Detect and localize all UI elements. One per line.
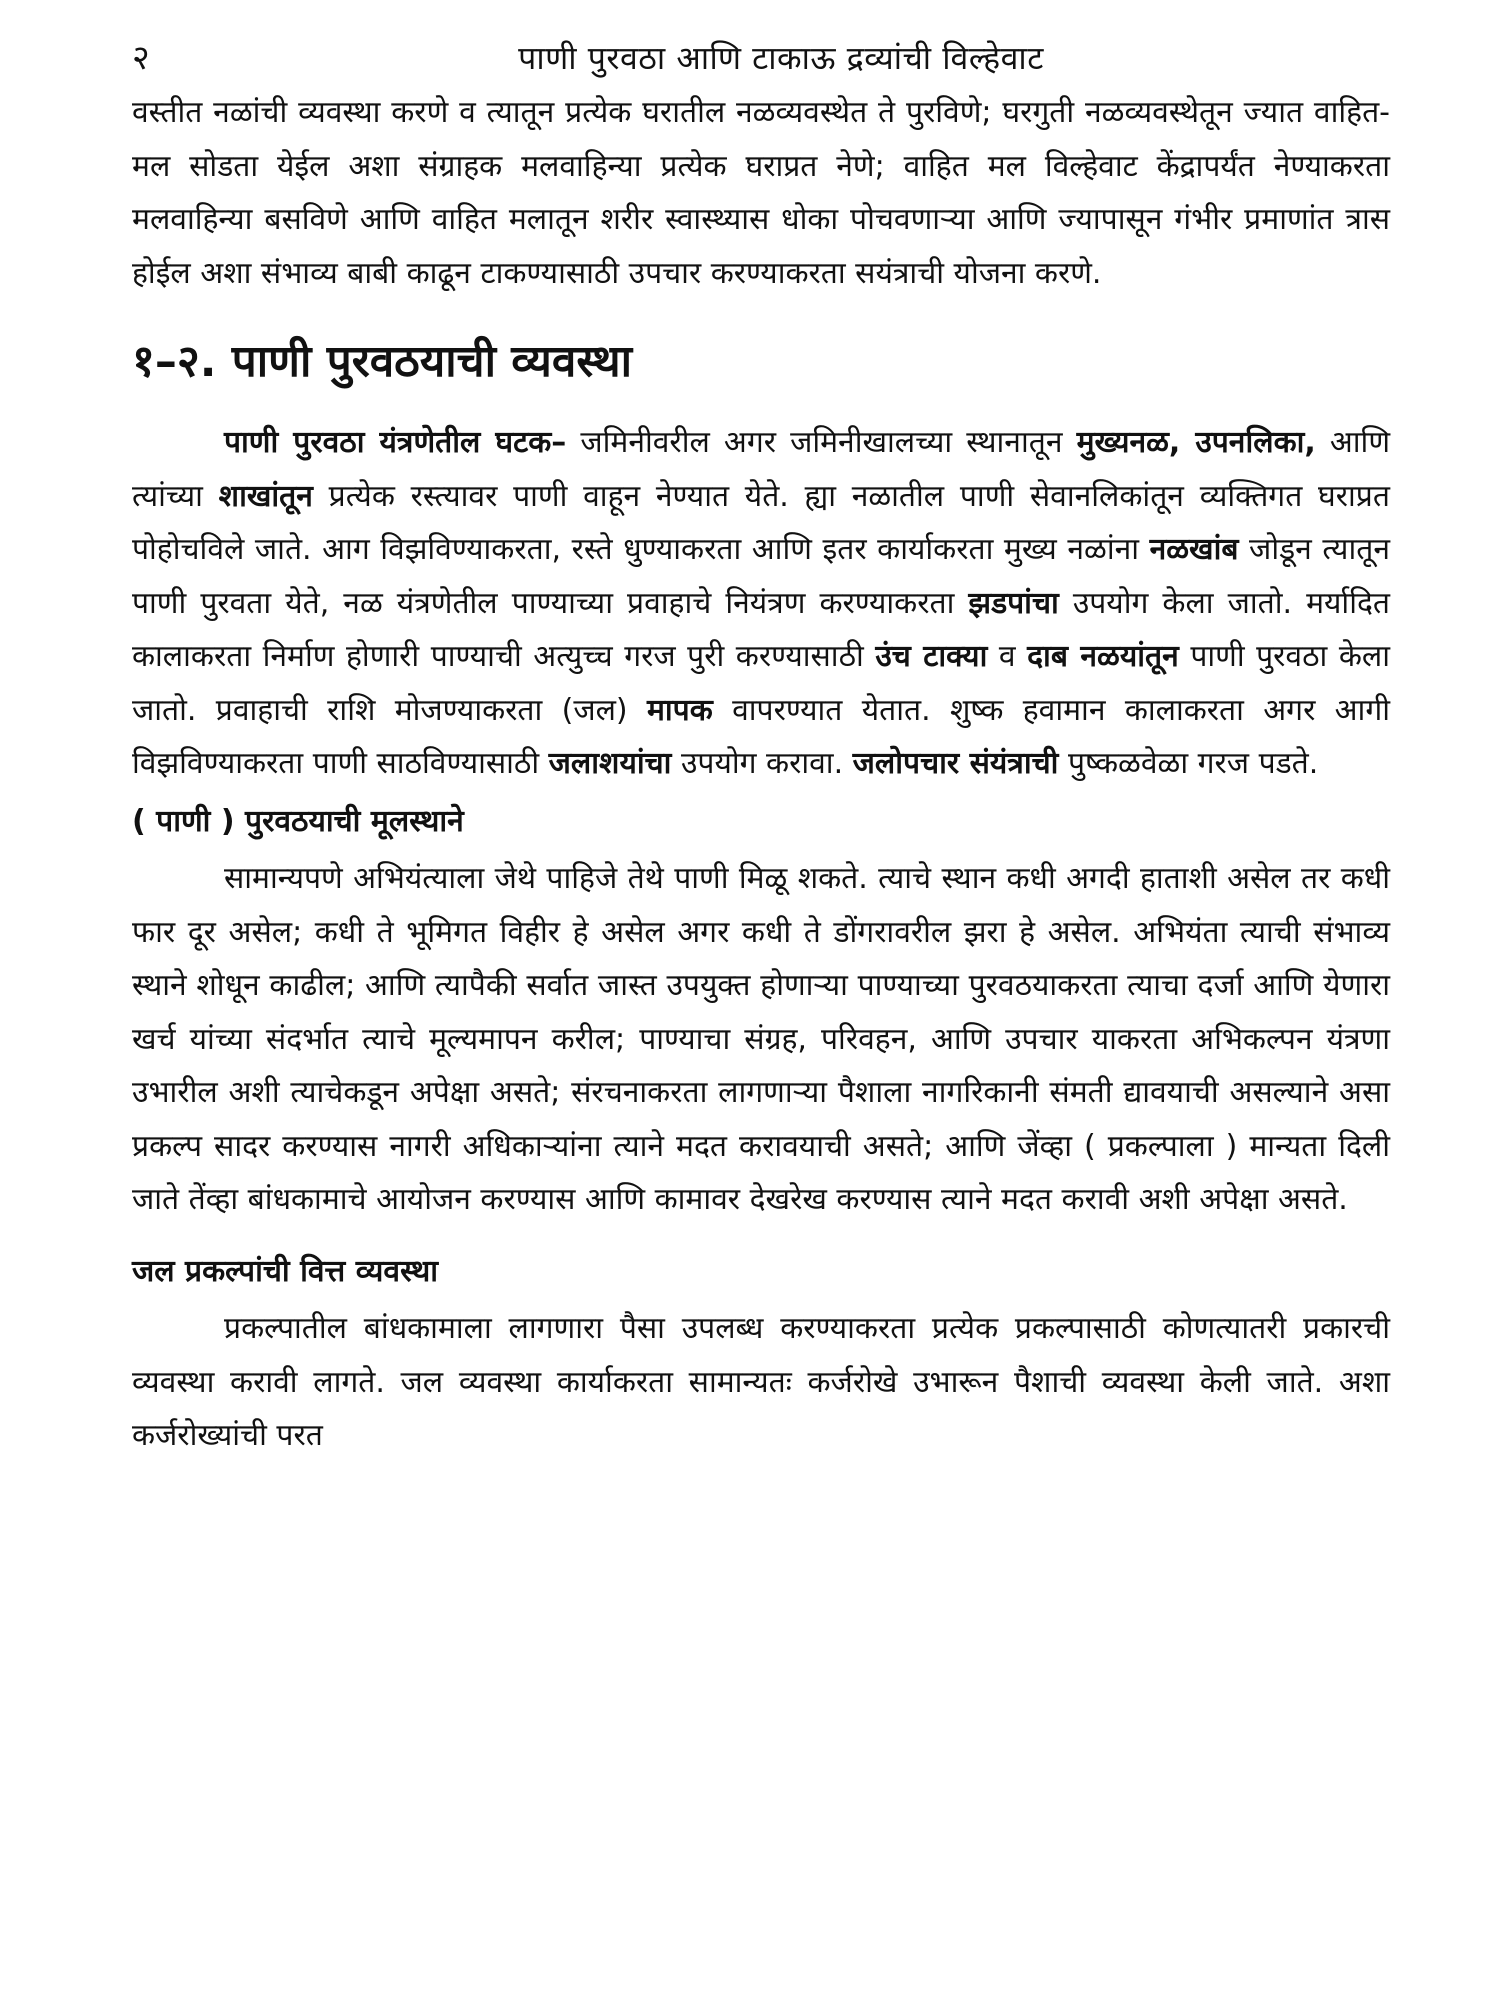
term-pressure-pipes: दाब नळयांतून [1027,639,1179,674]
term-mains: मुख्यनळ, उपनलिका, [1076,425,1316,460]
body-text: जमिनीवरील अगर जमिनीखालच्या स्थानातून [566,425,1077,460]
term-meters: मापक [646,692,713,728]
term-valves: झडपांचा [968,585,1059,621]
term-hydrants: नळखांब [1149,532,1239,567]
subheading-finance: जल प्रकल्पांची वित्त व्यवस्था [132,1253,439,1289]
body-text: वापरण्यात येतात. शुष्क हवामान कालाकरता अगर आगी विझविण्याकरता पाणी साठविण्यासाठी [132,692,1390,781]
term-treatment-plant: जलोपचार संयंत्राची [852,746,1059,781]
intro-paragraph: वस्तीत नळांची व्यवस्था करणे व त्यातून प्रत्येक घरातील नळव्यवस्थेत ते पुरविणे; घरगुती नळव्यवस्थेतून ज्यात वाहित-मल सोडता येईल अशा संग्राहक मलवाहिन्या प्रत्येक घराप्रत नेणे; वाहित मल विल्हेवाट केंद्रापर्यंत नेण्याकरता मलवाहिन्या बसविणे आणि वाहित मलातून शरीर स्वास्थ्यास धोका पोचवणाऱ्या आणि ज्यापासून गंभीर प्रमाणांत त्रास होईल अशा संभाव्य बाबी काढून टाकण्यासाठी उपचार करण्याकरता सयंत्राची योजना करणे. [132,95,1390,291]
body-text: उपयोग केला जातो. मर्यादित कालाकरता निर्माण होणारी पाण्याची अत्युच्च गरज पुरी करण्यासाठी [132,585,1390,674]
body-text: प्रत्येक रस्त्यावर पाणी वाहून नेण्यात येते. ह्या नळातील पाणी सेवानलिकांतून व्यक्तिगत घराप्रत पोहोचविले जाते. आग विझविण्याकरता, रस्ते धुण्याकरता आणि इतर कार्याकरता मुख्य नळांना [132,478,1390,567]
term-reservoirs: जलाशयांचा [548,746,672,781]
finance-paragraph: प्रकल्पातील बांधकामाला लागणारा पैसा उपलब्ध करण्याकरता प्रत्येक प्रकल्पासाठी कोणत्यातरी प्रकारची व्यवस्था करावी लागते. जल व्यवस्था कार्याकरता सामान्यतः कर्जरोखे उभारून पैशाची व्यवस्था केली जाते. अशा कर्जरोख्यांची परत [132,1311,1390,1453]
subheading-sources: ( पाणी ) पुरवठयाची मूलस्थाने [132,803,464,839]
body-text: व [987,639,1028,674]
sources-paragraph: सामान्यपणे अभियंत्याला जेथे पाहिजे तेथे पाणी मिळू शकते. त्याचे स्थान कधी अगदी हाताशी असेल तर कधी फार दूर असेल; कधी ते भूमिगत विहीर हे असेल अगर कधी ते डोंगरावरील झरा हे असेल. अभियंता त्याची संभाव्य स्थाने शोधून काढील; आणि त्यापैकी सर्वात जास्त उपयुक्त होणाऱ्या पाण्याच्या पुरवठयाकरता त्याचा दर्जा आणि येणारा खर्च यांच्या संदर्भात त्याचे मूल्यमापन करील; पाण्याचा संग्रह, परिवहन, आणि उपचार याकरता अभिकल्पन यंत्रणा उभारील अशी त्याचेकडून अपेक्षा असते; संरचनाकरता लागणाऱ्या पैशाला नागरिकानी संमती द्यावयाची असल्याने असा प्रकल्प सादर करण्यास नागरी अधिकाऱ्यांना त्याने मदत करावयाची असते; आणि जेंव्हा ( प्रकल्पाला ) मान्यता दिली जाते तेंव्हा बांधकामाचे आयोजन करण्यास आणि कामावर देखरेख करण्यास त्याने मदत करावी अशी अपेक्षा असते. [132,861,1390,1217]
term-elevated-tanks: उंच टाक्या [875,639,988,674]
running-header [132,30,1390,86]
body-text: आणि त्यांच्या [132,425,1391,514]
body-text: जोडून त्यातून पाणी पुरवता येते, नळ यंत्रणेतील पाण्याच्या प्रवाहाचे नियंत्रण करण्याकरता [132,532,1390,621]
term-lead: पाणी पुरवठा यंत्रणेतील घटक– [224,425,567,460]
section-heading: १–२. पाणी पुरवठयाची व्यवस्था [132,336,633,387]
body-text: पुष्कळवेळा गरज पडते. [1058,746,1319,781]
running-title: पाणी पुरवठा आणि टाकाऊ द्रव्यांची विल्हेवाट [518,39,1044,77]
water-supply-components-paragraph [132,416,1390,791]
body-text: पाणी पुरवठा केला जातो. प्रवाहाची राशि मोजण्याकरता (जल) [132,639,1390,728]
term-branches: शाखांतून [218,478,313,514]
page-number: २ [132,38,150,78]
body-text: उपयोग करावा. [671,746,853,781]
